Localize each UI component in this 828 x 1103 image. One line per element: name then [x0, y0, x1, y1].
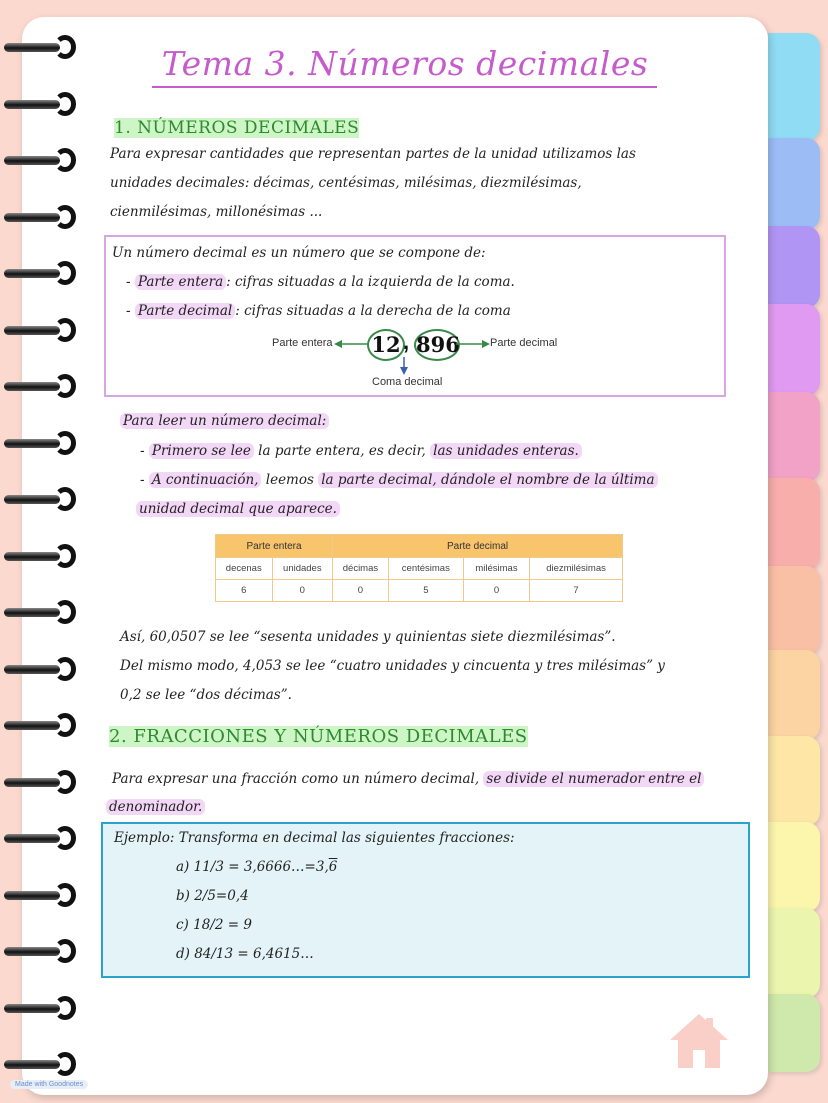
index-tab-12[interactable]: [768, 994, 820, 1072]
binder-ring: [4, 770, 74, 794]
section2-text-2: denominador.: [106, 793, 205, 822]
example-item-a: a) 11/3 = 3,6666…=3,6: [176, 859, 338, 875]
table-group-header: Parte decimal: [333, 535, 623, 558]
diagram-right-label: Parte decimal: [490, 337, 558, 349]
section1-intro-2: unidades decimales: décimas, centésimas, milésimas, diezmilésimas,: [110, 175, 582, 191]
binder-ring: [4, 318, 74, 342]
index-tab-6[interactable]: [768, 478, 820, 570]
binder-ring: [4, 261, 74, 285]
table-column-header: unidades: [272, 558, 333, 580]
table-column-header: milésimas: [463, 558, 529, 580]
binder-ring: [4, 487, 74, 511]
definition-item-integer: - Parte entera : cifras situadas a la izquierda de la coma.: [126, 274, 515, 290]
goodnotes-watermark: Made with Goodnotes: [10, 1080, 88, 1089]
table-cell: 5: [388, 580, 463, 602]
example-item-c: c) 18/2 = 9: [176, 917, 252, 933]
table-cell: 7: [530, 580, 623, 602]
index-tab-5[interactable]: [768, 392, 820, 482]
decimal-part-circle: 896: [414, 329, 460, 361]
index-tab-7[interactable]: [768, 566, 820, 654]
table-cell: 6: [216, 580, 273, 602]
binder-ring: [4, 826, 74, 850]
index-tab-11[interactable]: [768, 908, 820, 998]
diagram-bottom-label: Coma decimal: [372, 376, 443, 388]
integer-part-label: Parte entera: [135, 274, 226, 290]
example-reading-1: Así, 60,0507 se lee “sesenta unidades y quinientas siete diezmilésimas”.: [120, 629, 616, 645]
integer-part-circle: 12: [367, 329, 405, 361]
table-column-header: décimas: [333, 558, 389, 580]
example-item-d: d) 84/13 = 6,4615…: [176, 946, 314, 962]
decimal-comma: ,: [403, 329, 410, 354]
binder-ring: [4, 35, 74, 59]
table-cell: 0: [272, 580, 333, 602]
decimal-part-label: Parte decimal: [135, 303, 235, 319]
example-reading-2: Del mismo modo, 4,053 se lee “cuatro unidades y cincuenta y tres milésimas” y: [120, 658, 665, 674]
table-column-header: centésimas: [388, 558, 463, 580]
index-tab-4[interactable]: [768, 304, 820, 396]
index-tab-1[interactable]: [768, 33, 820, 141]
binder-ring: [4, 92, 74, 116]
binder-ring: [4, 657, 74, 681]
arrow-right-icon: [456, 338, 490, 350]
home-icon[interactable]: [668, 1012, 730, 1070]
section1-intro-1: Para expresar cantidades que representan partes de la unidad utilizamos las: [110, 146, 636, 162]
definition-line: Un número decimal es un número que se compone de:: [112, 245, 486, 261]
table-group-header: Parte entera: [216, 535, 333, 558]
binder-ring: [4, 148, 74, 172]
binder-ring: [4, 996, 74, 1020]
diagram-left-label: Parte entera: [272, 337, 333, 349]
definition-item-decimal: - Parte decimal : cifras situadas a la derecha de la coma: [126, 303, 511, 319]
title-underline: [152, 86, 657, 88]
read-step-2-cont: unidad decimal que aparece.: [136, 495, 340, 524]
binder-ring: [4, 883, 74, 907]
section1-intro-3: cienmilésimas, millonésimas ...: [110, 204, 323, 220]
read-heading: Para leer un número decimal:: [120, 407, 329, 436]
binder-ring: [4, 431, 74, 455]
index-tab-2[interactable]: [768, 138, 820, 230]
read-step-1: - Primero se lee la parte entera, es decir, las unidades enteras.: [140, 437, 582, 466]
binder-ring: [4, 600, 74, 624]
section1-heading: 1. NÚMEROS DECIMALES: [114, 118, 360, 138]
place-value-table: [215, 534, 623, 602]
binder-ring: [4, 939, 74, 963]
binder-ring: [4, 374, 74, 398]
example-item-b: b) 2/5=0,4: [176, 888, 249, 904]
table-column-header: decenas: [216, 558, 273, 580]
page-title: Tema 3. Números decimales: [161, 44, 649, 83]
example-title: Ejemplo: Transforma en decimal las siguientes fracciones:: [114, 830, 515, 846]
example-reading-3: 0,2 se lee “dos décimas”.: [120, 687, 292, 703]
section2-text-1: Para expresar una fracción como un número decimal, se divide el numerador entre el: [112, 765, 704, 794]
section2-heading: 2. FRACCIONES Y NÚMEROS DECIMALES: [109, 726, 528, 747]
binder-ring: [4, 1052, 74, 1076]
index-tab-8[interactable]: [768, 650, 820, 740]
binder-ring: [4, 713, 74, 737]
index-tab-9[interactable]: [768, 736, 820, 826]
table-cell: 0: [333, 580, 389, 602]
arrow-down-icon: [399, 357, 409, 375]
index-tab-10[interactable]: [768, 822, 820, 912]
table-cell: 0: [463, 580, 529, 602]
read-step-2: - A continuación, leemos la parte decimal, dándole el nombre de la última: [140, 466, 658, 495]
table-column-header: diezmilésimas: [530, 558, 623, 580]
index-tab-3[interactable]: [768, 226, 820, 308]
repeating-digit: 6: [328, 859, 338, 875]
binder-ring: [4, 544, 74, 568]
arrow-left-icon: [334, 338, 370, 350]
binder-ring: [4, 205, 74, 229]
